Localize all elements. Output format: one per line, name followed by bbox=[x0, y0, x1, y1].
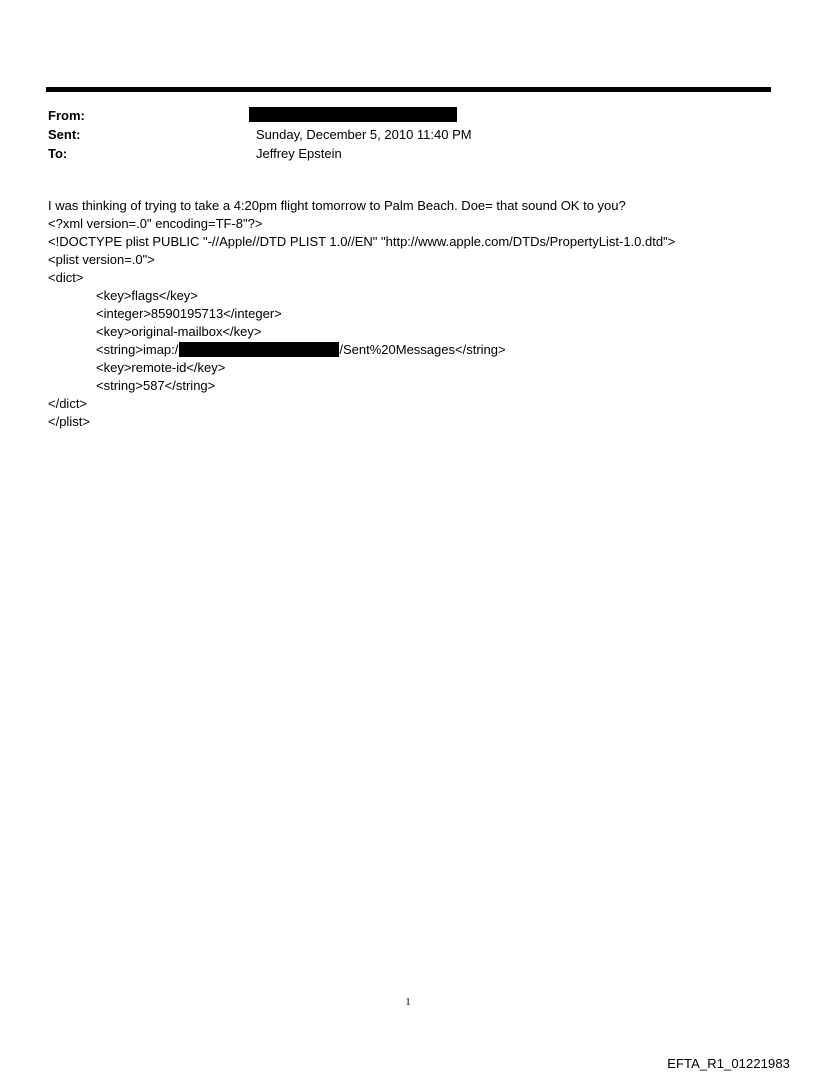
plist-open-line: <plist version=.0"> bbox=[48, 252, 155, 267]
header-rule bbox=[46, 87, 771, 92]
to-label: To: bbox=[48, 146, 68, 161]
xml-declaration-line: <?xml version=.0" encoding=TF-8"?> bbox=[48, 216, 263, 231]
mailbox-key-line: <key>original-mailbox</key> bbox=[96, 324, 262, 339]
from-redaction bbox=[249, 107, 457, 122]
body-line: I was thinking of trying to take a 4:20pm flight tomorrow to Palm Beach. Doe= that sound OK to you? bbox=[48, 198, 626, 213]
dict-open-line: <dict> bbox=[48, 270, 84, 285]
mailbox-value-prefix: <string>imap:/ bbox=[96, 342, 179, 357]
from-row bbox=[48, 106, 768, 125]
page-number: 1 bbox=[405, 996, 411, 1008]
flags-key-line: <key>flags</key> bbox=[96, 288, 198, 303]
document-id: EFTA_R1_01221983 bbox=[667, 1056, 790, 1071]
sent-label: Sent: bbox=[48, 127, 81, 142]
remote-id-key-line: <key>remote-id</key> bbox=[96, 360, 226, 375]
from-label: From: bbox=[48, 108, 85, 123]
remote-id-value-line: <string>587</string> bbox=[96, 378, 216, 393]
email-header bbox=[48, 106, 768, 163]
to-row bbox=[48, 144, 768, 163]
email-body bbox=[48, 197, 788, 431]
doctype-line: <!DOCTYPE plist PUBLIC "-//Apple//DTD PLIST 1.0//EN" "http://www.apple.com/DTDs/PropertyList-1.0.dtd"> bbox=[48, 234, 676, 249]
plist-close-line: </plist> bbox=[48, 414, 90, 429]
mailbox-value-suffix: /Sent%20Messages</string> bbox=[339, 342, 506, 357]
sent-row bbox=[48, 125, 768, 144]
sent-value: Sunday, December 5, 2010 11:40 PM bbox=[256, 127, 472, 142]
flags-value-line: <integer>8590195713</integer> bbox=[96, 306, 282, 321]
to-value: Jeffrey Epstein bbox=[256, 146, 342, 161]
mailbox-value-line bbox=[48, 341, 788, 359]
mailbox-redaction bbox=[179, 342, 339, 357]
dict-close-line: </dict> bbox=[48, 396, 88, 411]
